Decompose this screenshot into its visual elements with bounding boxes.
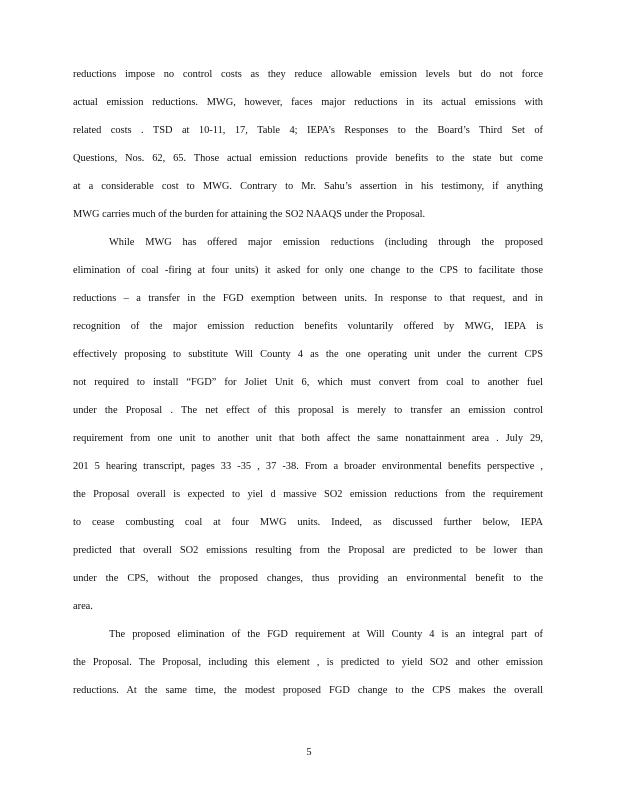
text-line: not required to install “FGD” for Joliet Unit 6, which must convert from coal to another fuel: [73, 377, 543, 388]
text-line: the Proposal. The Proposal, including this element , is predicted to yield SO2 and other emission: [73, 657, 543, 668]
text-line: under the Proposal . The net effect of this proposal is merely to transfer an emission control: [73, 405, 543, 416]
text-line: 201 5 hearing transcript, pages 33 -35 , 37 -38. From a broader environmental benefits perspective ,: [73, 461, 543, 472]
text-line: Questions, Nos. 62, 65. Those actual emission reductions provide benefits to the state but come: [73, 153, 543, 164]
page-number: 5: [306, 747, 312, 758]
text-line: predicted that overall SO2 emissions resulting from the Proposal are predicted to be lower than: [73, 545, 543, 556]
text-line: to cease combusting coal at four MWG units. Indeed, as discussed further below, IEPA: [73, 517, 543, 528]
text-line: at a considerable cost to MWG. Contrary to Mr. Sahu’s assertion in his testimony, if anything: [73, 181, 543, 192]
text-line: elimination of coal -firing at four units) it asked for only one change to the CPS to facilitate those: [73, 265, 543, 276]
paragraph-first-line: The proposed elimination of the FGD requirement at Will County 4 is an integral part of: [109, 629, 543, 640]
text-line: reductions – a transfer in the FGD exemption between units. In response to that request, and in: [73, 293, 543, 304]
paragraph-first-line: While MWG has offered major emission reductions (including through the proposed: [109, 237, 543, 248]
text-line: related costs . TSD at 10-11, 17, Table 4; IEPA’s Responses to the Board’s Third Set of: [73, 125, 543, 136]
text-line: recognition of the major emission reduction benefits voluntarily offered by MWG, IEPA is: [73, 321, 543, 332]
text-line: under the CPS, without the proposed changes, thus providing an environmental benefit to the: [73, 573, 543, 584]
text-line: effectively proposing to substitute Will County 4 as the one operating unit under the current CPS: [73, 349, 543, 360]
text-line: actual emission reductions. MWG, however, faces major reductions in its actual emissions with: [73, 97, 543, 108]
text-line: the Proposal overall is expected to yiel d massive SO2 emission reductions from the requirement: [73, 489, 543, 500]
text-line: reductions impose no control costs as they reduce allowable emission levels but do not force: [73, 69, 543, 80]
text-line: reductions. At the same time, the modest proposed FGD change to the CPS makes the overall: [73, 685, 543, 696]
text-line: requirement from one unit to another unit that both affect the same nonattainment area . July 29,: [73, 433, 543, 444]
text-line: area.: [73, 601, 93, 612]
text-line: MWG carries much of the burden for attaining the SO2 NAAQS under the Proposal.: [73, 209, 426, 220]
